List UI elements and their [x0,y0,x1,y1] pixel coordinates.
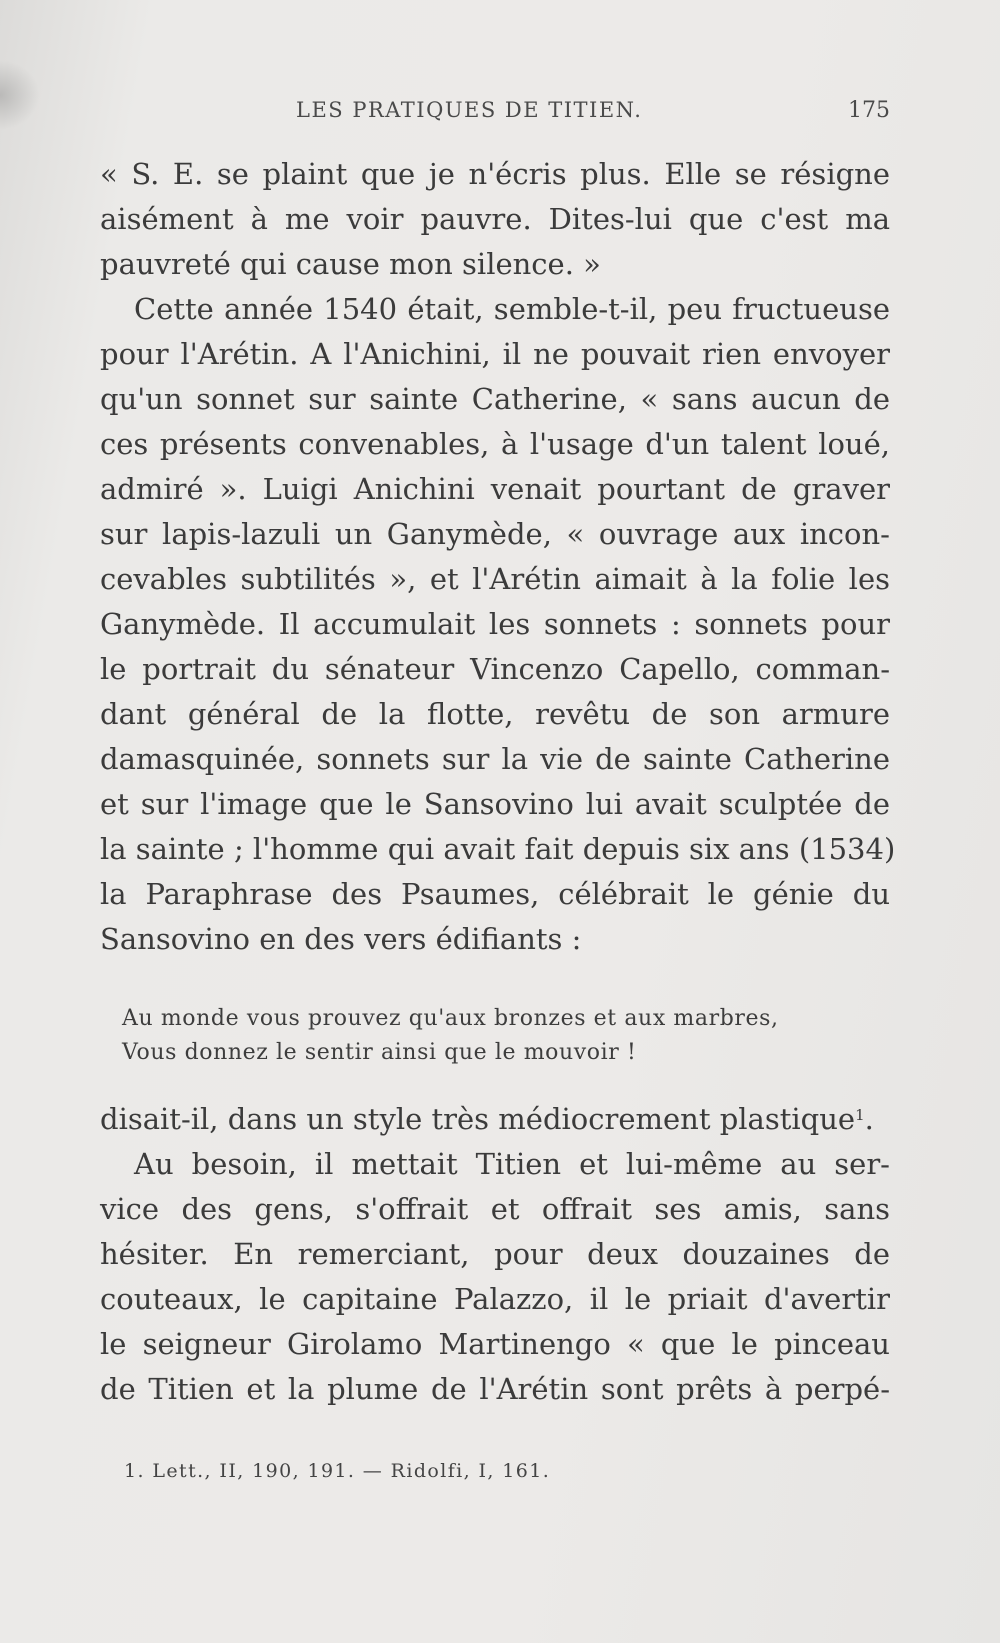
text-line: pour l'Arétin. A l'Anichini, il ne pouvait rien envoyer [100,337,890,371]
text-line: qu'un sonnet sur sainte Catherine, « sans aucun de [100,382,890,416]
text-line: admiré ». Luigi Anichini venait pourtant de graver [100,472,890,506]
text-line: Ganymède. Il accumulait les sonnets : sonnets pour [100,607,890,641]
footnote: 1. Lett., II, 190, 191. — Ridolfi, I, 161. [124,1460,551,1482]
running-header [100,98,890,132]
text-line: cevables subtilités », et l'Arétin aimait à la folie les [100,562,890,596]
text-line: la Paraphrase des Psaumes, célébrait le génie du [100,877,890,911]
text-line: aisément à me voir pauvre. Dites-lui que c'est ma [100,202,890,236]
text-line: hésiter. En remerciant, pour deux douzaines de [100,1237,890,1271]
body-text-continued [100,1097,890,1412]
text-line: dant général de la flotte, revêtu de son armure [100,697,890,731]
text-line: damasquinée, sonnets sur la vie de sainte Catherine [100,742,890,776]
text-line: le portrait du sénateur Vincenzo Capello, comman- [100,652,890,686]
text-line: vice des gens, s'offrait et offrait ses amis, sans [100,1192,890,1226]
body-text [100,152,896,962]
text-line: le seigneur Girolamo Martinengo « que le pinceau [100,1327,890,1361]
text-line: couteaux, le capitaine Palazzo, il le priait d'avertir [100,1282,890,1316]
text-line: ces présents convenables, à l'usage d'un talent loué, [100,427,890,461]
text-span: disait-il, dans un style très médiocrement plastique [100,1102,856,1136]
footnote-reference: 1 [855,1106,865,1124]
running-title: LES PRATIQUES DE TITIEN. [296,98,643,122]
text-line: Sansovino en des vers édifiants : [100,922,582,956]
sentence-end: . [864,1102,874,1136]
text-line: de Titien et la plume de l'Arétin sont prêts à perpé- [100,1372,890,1406]
page-corner-shadow [0,60,40,130]
verse-line: Vous donnez le sentir ainsi que le mouvoir ! [122,1040,637,1065]
text-line: sur lapis-lazuli un Ganymède, « ouvrage aux incon- [100,517,890,551]
text-line: et sur l'image que le Sansovino lui avait sculptée de [100,787,890,821]
verse-line: Au monde vous prouvez qu'aux bronzes et aux marbres, [122,1006,779,1031]
verse-quote [122,1002,882,1070]
text-line: pauvreté qui cause mon silence. » [100,247,601,281]
page-number: 175 [848,98,890,123]
text-line: Au besoin, il mettait Titien et lui-même au ser- [134,1147,890,1181]
text-line: Cette année 1540 était, semble-t-il, peu fructueuse [134,292,890,326]
text-line [100,1097,890,1142]
text-line: la sainte ; l'homme qui avait fait depuis six ans (1534) [100,832,896,866]
text-line: « S. E. se plaint que je n'écris plus. Elle se résigne [100,157,890,191]
